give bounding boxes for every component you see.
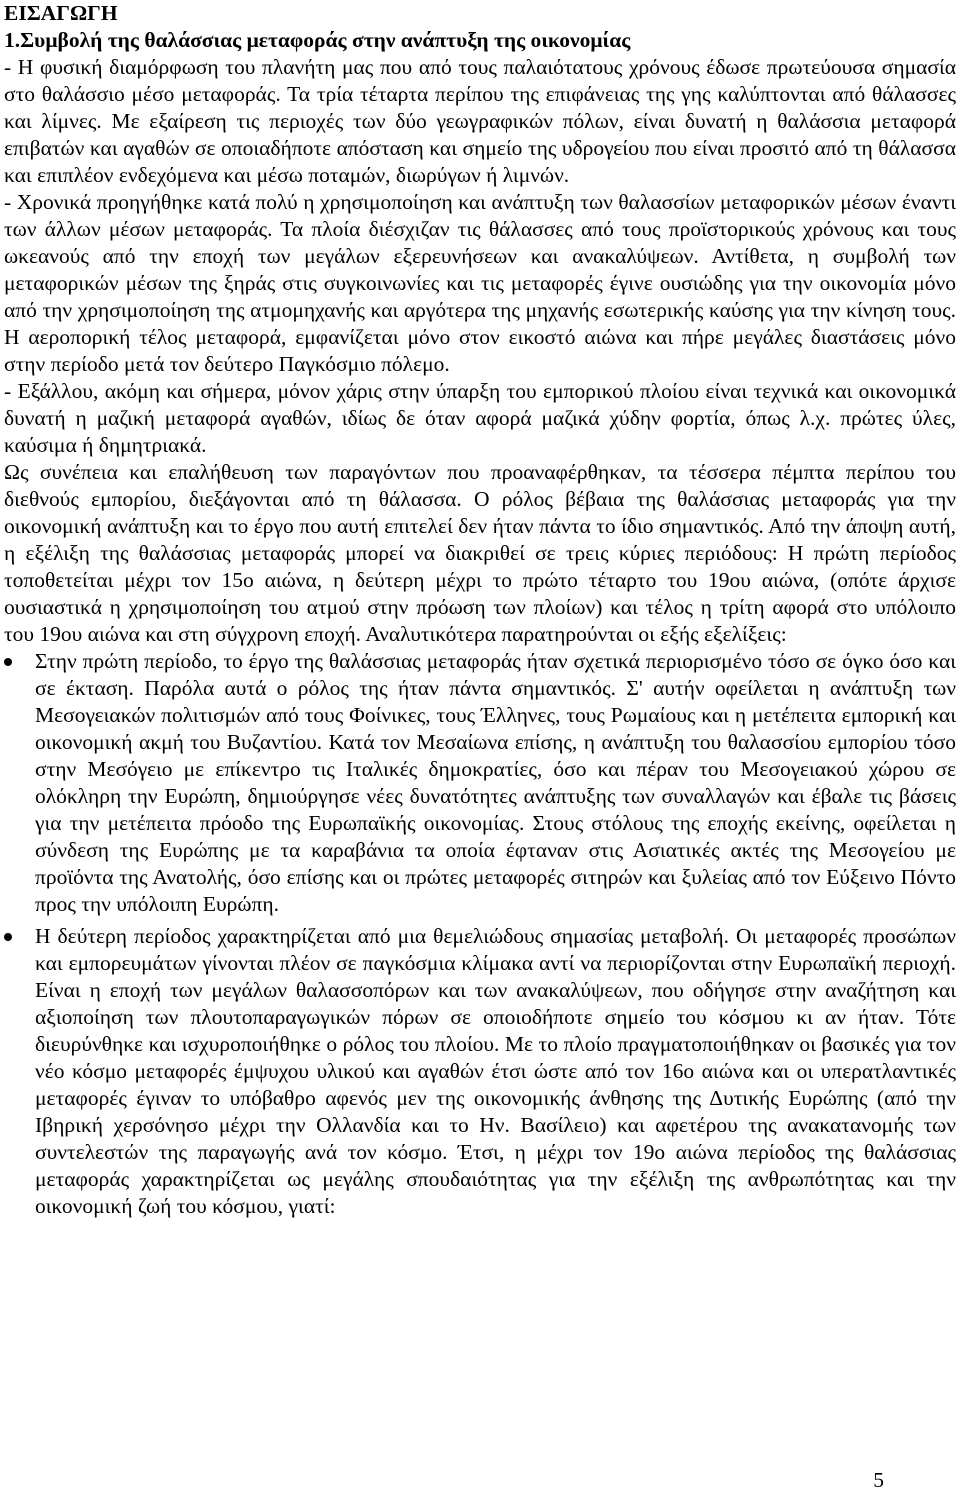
bullet-first-period — [4, 648, 956, 918]
bullet-first-period-text: Στην πρώτη περίοδο, το έργο της θαλάσσιας μεταφοράς ήταν σχετικά περιορισμένο τόσο σε όγκο όσο και σε έκταση. Παρόλα αυτά ο ρόλος της ήταν πάντα σημαντικός. Σ' αυτήν οφείλεται η ανάπτυξη των Μεσογειακών πολιτισμών από τους Φοίνικες, τους Έλληνες, τους Ρωμαίους και η μετέπειτα εμπορική και οικονομική ακμή του Βυζαντίου. Κατά τον Μεσαίωνα επίσης, η ανάπτυξη του θαλασσίου εμπορίου τόσο στην Μεσόγειο με επίκεντρο τις Ιταλικές δημοκρατίες, όσο και πέραν του Μεσογειακού χώρου σε ολόκληρη την Ευρώπη, δημιούργησε νέες δυνατότητες ανάπτυξης των συναλλαγών και έβαλε τις βάσεις για την μετέπειτα πρόοδο της Ευρωπαϊκής οικονομίας. Στους στόλους της εποχής εκείνης, οφείλεται η σύνδεση της Ευρώπης με τα καραβάνια τα οποία έφταναν στις Ασιατικές ακτές της Μεσογείου με προϊόντα της Ανατολής, όσο επίσης και οι πρώτες μεταφορές σιτηρών και ξυλείας από τον Εύξεινο Πόντο προς την υπόλοιπη Ευρώπη. — [35, 649, 956, 916]
section-title: ΕΙΣΑΓΩΓΗ — [4, 1, 118, 25]
periods-bullet-list — [4, 648, 956, 1220]
bullet-dot-icon — [4, 658, 12, 666]
paragraph-bulk-transport: - Εξάλλου, ακόμη και σήμερα, μόνον χάρις στην ύπαρξη του εμπορικού πλοίου είναι τεχνικά και οικονομικά δυνατή η μαζική μεταφορά αγαθών, ιδίως δε όταν αφορά μαζικά χύδην φορτία, όπως λ.χ. πρώτες ύλες, καύσιμα ή δημητριακά. — [4, 379, 956, 457]
paragraph-periods: Ως συνέπεια και επαλήθευση των παραγόντων που προαναφέρθηκαν, τα τέσσερα πέμπτα περίπου του διεθνούς εμπορίου, διεξάγονται από τη θάλασσα. Ο ρόλος βέβαια της θαλάσσιας μεταφοράς για την οικονομική ανάπτυξη και το έργο που αυτή επιτελεί δεν ήταν πάντα το ίδιο σημαντικός. Από την άποψη αυτή, η εξέλιξη της θαλάσσιας μεταφοράς μπορεί να διακριθεί σε τρεις κύριες περιόδους: Η πρώτη περίοδος τοποθετείται μέχρι τον 15ο αιώνα, η δεύτερη μέχρι το πρώτο τέταρτο του 19ου αιώνα, (οπότε άρχισε ουσιαστικά η χρησιμοποίηση του ατμού στην πρόωση των πλοίων) και τέλος η τρίτη αφορά στο υπόλοιπο του 19ου αιώνα και στη σύγχρονη εποχή. Αναλυτικότερα παρατηρούνται οι εξής εξελίξεις: — [4, 460, 956, 646]
subsection-title: 1.Συμβολή της θαλάσσιας μεταφοράς στην ανάπτυξη της οικονομίας — [4, 28, 631, 52]
bullet-dot-icon — [4, 933, 12, 941]
bullet-second-period — [4, 923, 956, 1220]
paragraph-history: - Χρονικά προηγήθηκε κατά πολύ η χρησιμοποίηση και ανάπτυξη των θαλασσίων μεταφορικών μέσων έναντι των άλλων μέσων μεταφοράς. Τα πλοία διέσχιζαν τις θάλασσες από τους προϊστορικούς χρόνους και τους ωκεανούς από την εποχή των μεγάλων εξερευνήσεων και ανακαλύψεων. Αντίθετα, η συμβολή των μεταφορικών μέσων της ξηράς στις συγκοινωνίες και τις μεταφορές έγινε ουσιώδης για την οικονομία μόνο από την χρησιμοποίηση της ατμομηχανής και αργότερα της μηχανής εσωτερικής καύσης για την κίνηση τους. Η αεροπορική τέλος μεταφορά, εμφανίζεται μόνο στον εικοστό αιώνα και πήρε μεγάλες διαστάσεις μόνο στην περίοδο μετά τον δεύτερο Παγκόσμιο πόλεμο. — [4, 190, 956, 376]
page-number: 5 — [873, 1468, 884, 1492]
document-page — [4, 0, 956, 1220]
paragraph-geography: - Η φυσική διαμόρφωση του πλανήτη μας που από τους παλαιότατους χρόνους έδωσε πρωτεύουσα σημασία στο θαλάσσιο μέσο μεταφοράς. Τα τρία τέταρτα περίπου της επιφάνειας της γης καλύπτονται από θάλασσες και λίμνες. Με εξαίρεση τις περιοχές των δύο γεωγραφικών πόλων, είναι δυνατή η θαλάσσια μεταφορά επιβατών και αγαθών σε οποιαδήποτε απόσταση και σημείο της υδρογείου που είναι προσιτό από τη θάλασσα και επιπλέον ενδεχόμενα και μέσω ποταμών, διωρύγων ή λιμνών. — [4, 55, 956, 187]
bullet-second-period-text: Η δεύτερη περίοδος χαρακτηρίζεται από μια θεμελιώδους σημασίας μεταβολή. Οι μεταφορές προσώπων και εμπορευμάτων γίνονται πλέον σε παγκόσμια κλίμακα αντί να περιορίζονται στην Ευρωπαϊκή περιοχή. Είναι η εποχή των μεγάλων θαλασσοπόρων και των ανακαλύψεων, που οδήγησε στην αναζήτηση και αξιοποίηση των πλουτοπαραγωγικών πόρων σε οποιοδήποτε σημείο του κόσμου κι αν ήταν. Τότε διευρύνθηκε και ισχυροποιήθηκε ο ρόλος του πλοίου. Με το πλοίο πραγματοποιήθηκαν οι βασικές για τον νέο κόσμο μεταφορές έμψυχου υλικού και αγαθών έτσι ώστε από τον 16ο αιώνα και οι υπερατλαντικές μεταφορές έγιναν το υπόβαθρο αφενός μεν της οικονομικής άνθησης της Δυτικής Ευρώπης (από την Ιβηρική χερσόνησο μέχρι την Ολλανδία και το Ην. Βασίλειο) και αφετέρου της ανακατανομής των συντελεστών της παραγωγής ανά τον κόσμο. Έτσι, η μέχρι τον 19ο αιώνα περίοδος της θαλάσσιας μεταφοράς χαρακτηρίζεται ως μεγάλης σπουδαιότητας για την εξέλιξη της ανθρωπότητας και την οικονομική ζωή του κόσμου, γιατί: — [35, 924, 956, 1218]
